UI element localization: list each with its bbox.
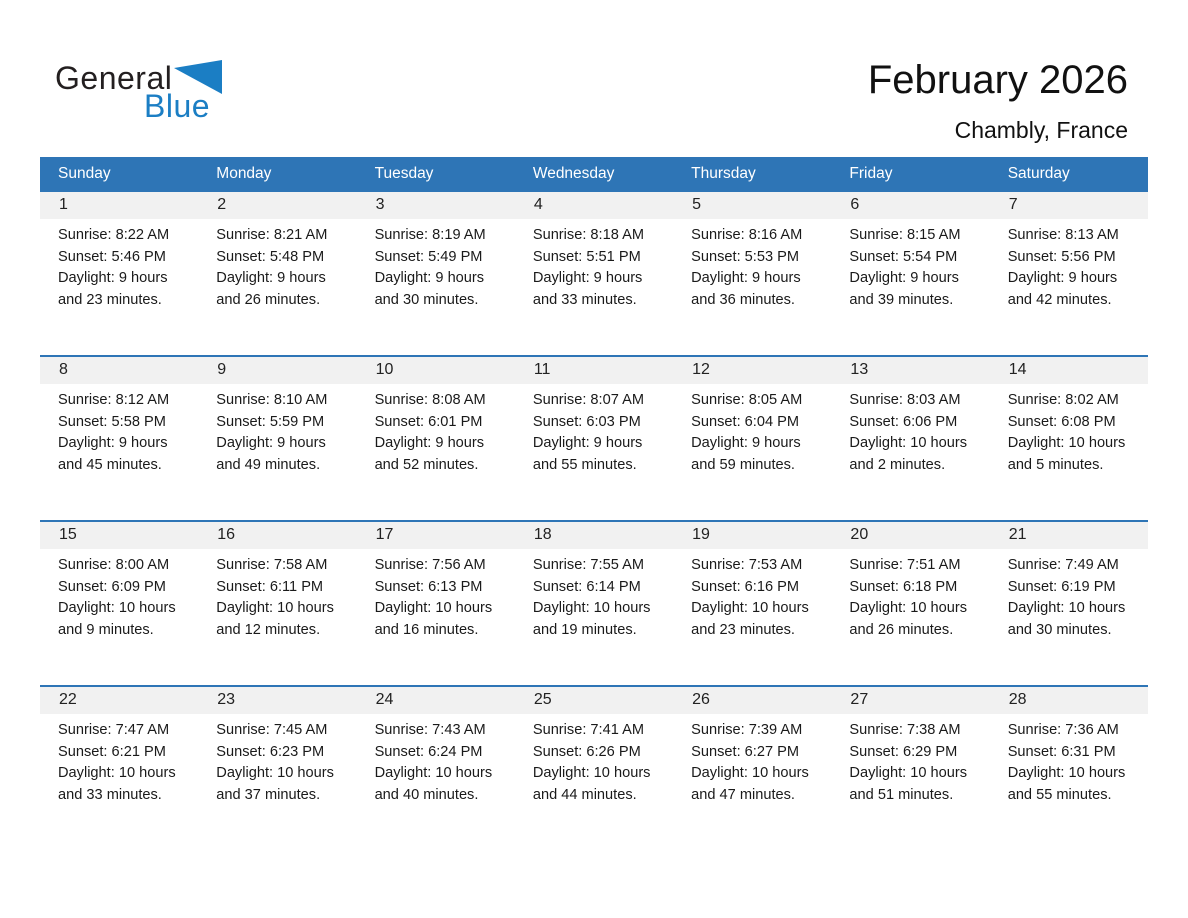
sunset-text: Sunset: 6:09 PM [58, 578, 166, 595]
sunrise-text: Sunrise: 8:13 AM [1007, 227, 1119, 243]
daylight-text-line1: Daylight: 9 hours [374, 270, 485, 287]
calendar-day-cell [357, 357, 515, 520]
daylight-text-line1: Daylight: 10 hours [849, 435, 968, 452]
daylight-text-line2: and 30 minutes. [1007, 622, 1112, 639]
day-number: 9 [198, 357, 356, 384]
daylight-text-line1: Daylight: 10 hours [1007, 765, 1126, 782]
day-details [673, 384, 831, 477]
calendar-day-cell [198, 357, 356, 520]
daylight-text-line2: and 33 minutes. [58, 787, 162, 804]
day-details [357, 384, 515, 477]
daylight-text-line1: Daylight: 9 hours [1007, 270, 1118, 287]
sunset-text: Sunset: 6:08 PM [1007, 413, 1116, 430]
sunset-text: Sunset: 6:19 PM [1007, 578, 1116, 595]
daylight-text-line1: Daylight: 10 hours [532, 600, 651, 617]
day-number: 8 [40, 357, 198, 384]
day-number: 22 [40, 687, 198, 714]
sunset-text: Sunset: 5:54 PM [849, 248, 958, 265]
day-number: 18 [515, 522, 673, 549]
calendar-day-cell [40, 357, 198, 520]
sunset-text: Sunset: 6:23 PM [216, 743, 325, 760]
sunrise-text: Sunrise: 7:49 AM [1007, 557, 1119, 573]
daylight-text-line1: Daylight: 10 hours [691, 600, 809, 617]
day-number: 15 [40, 522, 198, 549]
daylight-text-line2: and 55 minutes. [532, 457, 637, 474]
daylight-text-line2: and 5 minutes. [1007, 457, 1104, 474]
day-details [40, 549, 198, 642]
day-details [357, 219, 515, 312]
sunrise-text: Sunrise: 8:19 AM [374, 227, 486, 243]
daylight-text-line1: Daylight: 10 hours [849, 600, 968, 617]
sunset-text: Sunset: 5:51 PM [532, 248, 641, 265]
sunrise-text: Sunrise: 7:55 AM [532, 557, 644, 573]
calendar-day-cell [673, 522, 831, 685]
daylight-text-line2: and 19 minutes. [532, 622, 637, 639]
daylight-text-line2: and 51 minutes. [849, 787, 954, 804]
day-number: 26 [673, 687, 831, 714]
sunset-text: Sunset: 6:31 PM [1007, 743, 1116, 760]
sunset-text: Sunset: 6:21 PM [58, 743, 166, 760]
daylight-text-line2: and 40 minutes. [374, 787, 479, 804]
sunrise-text: Sunrise: 7:36 AM [1007, 722, 1119, 738]
daylight-text-line1: Daylight: 9 hours [58, 270, 168, 287]
calendar-day-cell [673, 357, 831, 520]
sunset-text: Sunset: 6:16 PM [691, 578, 800, 595]
daylight-text-line1: Daylight: 10 hours [216, 600, 334, 617]
day-details [990, 714, 1148, 807]
sunrise-text: Sunrise: 8:03 AM [849, 392, 961, 408]
day-details [357, 549, 515, 642]
logo-text-blue: Blue [144, 88, 211, 124]
day-number: 11 [515, 357, 673, 384]
weekday-header: Monday [216, 165, 272, 182]
daylight-text-line2: and 33 minutes. [532, 292, 637, 309]
day-number: 28 [990, 687, 1148, 714]
sunset-text: Sunset: 5:48 PM [216, 248, 325, 265]
sunrise-text: Sunrise: 7:58 AM [216, 557, 328, 573]
day-number: 6 [831, 192, 989, 219]
calendar-day-cell [990, 357, 1148, 520]
calendar [40, 157, 1148, 850]
day-number: 14 [990, 357, 1148, 384]
daylight-text-line2: and 23 minutes. [58, 292, 162, 309]
calendar-week-row [40, 355, 1148, 520]
sunrise-text: Sunrise: 8:15 AM [849, 227, 961, 243]
daylight-text-line1: Daylight: 9 hours [532, 270, 643, 287]
sunrise-text: Sunrise: 7:41 AM [532, 722, 644, 738]
weekday-header-row [40, 157, 1148, 190]
day-details [831, 384, 989, 477]
sunrise-text: Sunrise: 8:02 AM [1007, 392, 1119, 408]
daylight-text-line1: Daylight: 10 hours [58, 600, 176, 617]
calendar-week-row [40, 190, 1148, 355]
daylight-text-line2: and 42 minutes. [1007, 292, 1112, 309]
daylight-text-line2: and 23 minutes. [691, 622, 795, 639]
daylight-text-line2: and 30 minutes. [374, 292, 479, 309]
calendar-day-cell [515, 522, 673, 685]
day-number: 5 [673, 192, 831, 219]
sunset-text: Sunset: 5:46 PM [58, 248, 166, 265]
day-details [831, 219, 989, 312]
daylight-text-line1: Daylight: 9 hours [216, 435, 326, 452]
day-number: 2 [198, 192, 356, 219]
day-details [515, 384, 673, 477]
weekday-header: Tuesday [374, 165, 434, 182]
calendar-day-cell [40, 522, 198, 685]
daylight-text-line2: and 52 minutes. [374, 457, 479, 474]
calendar-week-row [40, 520, 1148, 685]
daylight-text-line2: and 9 minutes. [58, 622, 154, 639]
day-details [990, 384, 1148, 477]
logo-text-general: General [55, 60, 173, 96]
daylight-text-line2: and 55 minutes. [1007, 787, 1112, 804]
sunset-text: Sunset: 6:13 PM [374, 578, 483, 595]
daylight-text-line2: and 26 minutes. [849, 622, 954, 639]
calendar-day-cell [357, 687, 515, 850]
calendar-day-cell [990, 522, 1148, 685]
sunset-text: Sunset: 6:26 PM [532, 743, 641, 760]
day-number: 23 [198, 687, 356, 714]
sunset-text: Sunset: 6:29 PM [849, 743, 958, 760]
weekday-header: Thursday [691, 165, 756, 182]
sunset-text: Sunset: 6:06 PM [849, 413, 958, 430]
sunset-text: Sunset: 5:53 PM [691, 248, 800, 265]
daylight-text-line1: Daylight: 10 hours [374, 600, 493, 617]
day-number: 27 [831, 687, 989, 714]
day-number: 7 [990, 192, 1148, 219]
sunset-text: Sunset: 6:04 PM [691, 413, 800, 430]
day-details [673, 549, 831, 642]
daylight-text-line1: Daylight: 9 hours [216, 270, 326, 287]
sunrise-text: Sunrise: 7:53 AM [691, 557, 803, 573]
daylight-text-line2: and 49 minutes. [216, 457, 321, 474]
day-details [40, 714, 198, 807]
calendar-day-cell [198, 192, 356, 355]
sunrise-text: Sunrise: 7:56 AM [374, 557, 486, 573]
day-number: 17 [357, 522, 515, 549]
sunset-text: Sunset: 6:27 PM [691, 743, 800, 760]
weekday-header: Saturday [1007, 165, 1070, 182]
day-details [357, 714, 515, 807]
sunset-text: Sunset: 5:49 PM [374, 248, 483, 265]
sunrise-text: Sunrise: 8:21 AM [216, 227, 328, 243]
day-details [198, 384, 356, 477]
day-details [198, 714, 356, 807]
calendar-day-cell [831, 522, 989, 685]
sunrise-text: Sunrise: 7:39 AM [691, 722, 803, 738]
daylight-text-line1: Daylight: 10 hours [532, 765, 651, 782]
calendar-day-cell [515, 687, 673, 850]
sunrise-text: Sunrise: 8:10 AM [216, 392, 328, 408]
sunset-text: Sunset: 6:01 PM [374, 413, 483, 430]
sunrise-text: Sunrise: 8:00 AM [58, 557, 170, 573]
day-details [515, 549, 673, 642]
day-number: 1 [40, 192, 198, 219]
day-details [515, 219, 673, 312]
sunrise-text: Sunrise: 7:43 AM [374, 722, 486, 738]
day-details [990, 219, 1148, 312]
calendar-day-cell [990, 687, 1148, 850]
daylight-text-line1: Daylight: 9 hours [532, 435, 643, 452]
sunrise-text: Sunrise: 8:22 AM [58, 227, 170, 243]
calendar-day-cell [198, 522, 356, 685]
day-details [990, 549, 1148, 642]
daylight-text-line1: Daylight: 10 hours [1007, 435, 1126, 452]
day-number: 10 [357, 357, 515, 384]
calendar-day-cell [673, 687, 831, 850]
daylight-text-line1: Daylight: 10 hours [849, 765, 968, 782]
daylight-text-line2: and 47 minutes. [691, 787, 795, 804]
sunset-text: Sunset: 6:24 PM [374, 743, 483, 760]
sunset-text: Sunset: 6:18 PM [849, 578, 958, 595]
sunset-text: Sunset: 6:03 PM [532, 413, 641, 430]
sunset-text: Sunset: 5:59 PM [216, 413, 325, 430]
page-title: February 2026 [867, 58, 1128, 102]
day-details [673, 714, 831, 807]
calendar-day-cell [198, 687, 356, 850]
sunrise-text: Sunrise: 7:45 AM [216, 722, 328, 738]
day-number: 21 [990, 522, 1148, 549]
daylight-text-line1: Daylight: 9 hours [691, 435, 801, 452]
calendar-day-cell [40, 192, 198, 355]
day-details [40, 384, 198, 477]
weekday-header: Sunday [58, 165, 111, 182]
sunset-text: Sunset: 6:11 PM [216, 578, 324, 595]
daylight-text-line2: and 59 minutes. [691, 457, 795, 474]
page-location: Chambly, France [954, 117, 1128, 143]
daylight-text-line2: and 37 minutes. [216, 787, 321, 804]
day-number: 25 [515, 687, 673, 714]
day-details [40, 219, 198, 312]
day-details [198, 549, 356, 642]
day-number: 24 [357, 687, 515, 714]
general-blue-logo [55, 60, 222, 124]
calendar-day-cell [990, 192, 1148, 355]
day-number: 13 [831, 357, 989, 384]
daylight-text-line2: and 39 minutes. [849, 292, 954, 309]
day-number: 12 [673, 357, 831, 384]
calendar-day-cell [40, 687, 198, 850]
daylight-text-line2: and 16 minutes. [374, 622, 479, 639]
day-details [831, 714, 989, 807]
calendar-day-cell [831, 357, 989, 520]
daylight-text-line2: and 44 minutes. [532, 787, 637, 804]
day-number: 20 [831, 522, 989, 549]
sunrise-text: Sunrise: 7:38 AM [849, 722, 961, 738]
sunrise-text: Sunrise: 7:51 AM [849, 557, 961, 573]
sunrise-text: Sunrise: 8:18 AM [532, 227, 644, 243]
calendar-day-cell [831, 687, 989, 850]
sunrise-text: Sunrise: 8:16 AM [691, 227, 803, 243]
daylight-text-line2: and 45 minutes. [58, 457, 162, 474]
calendar-day-cell [515, 357, 673, 520]
daylight-text-line1: Daylight: 10 hours [216, 765, 334, 782]
daylight-text-line1: Daylight: 10 hours [1007, 600, 1126, 617]
calendar-day-cell [515, 192, 673, 355]
weekday-header: Wednesday [532, 165, 615, 182]
day-number: 19 [673, 522, 831, 549]
daylight-text-line1: Daylight: 10 hours [374, 765, 493, 782]
sunset-text: Sunset: 6:14 PM [532, 578, 641, 595]
daylight-text-line2: and 12 minutes. [216, 622, 321, 639]
calendar-day-cell [831, 192, 989, 355]
daylight-text-line1: Daylight: 9 hours [58, 435, 168, 452]
sunrise-text: Sunrise: 8:12 AM [58, 392, 170, 408]
sunrise-text: Sunrise: 7:47 AM [58, 722, 170, 738]
calendar-day-cell [357, 522, 515, 685]
daylight-text-line2: and 36 minutes. [691, 292, 795, 309]
day-number: 4 [515, 192, 673, 219]
day-number: 3 [357, 192, 515, 219]
daylight-text-line1: Daylight: 10 hours [58, 765, 176, 782]
calendar-day-cell [357, 192, 515, 355]
sunrise-text: Sunrise: 8:08 AM [374, 392, 486, 408]
day-details [198, 219, 356, 312]
day-number: 16 [198, 522, 356, 549]
daylight-text-line1: Daylight: 9 hours [374, 435, 485, 452]
daylight-text-line2: and 2 minutes. [849, 457, 946, 474]
sunrise-text: Sunrise: 8:07 AM [532, 392, 644, 408]
daylight-text-line1: Daylight: 9 hours [849, 270, 959, 287]
day-details [831, 549, 989, 642]
sunrise-text: Sunrise: 8:05 AM [691, 392, 803, 408]
daylight-text-line1: Daylight: 10 hours [691, 765, 809, 782]
sunset-text: Sunset: 5:56 PM [1007, 248, 1116, 265]
daylight-text-line1: Daylight: 9 hours [691, 270, 801, 287]
calendar-week-row [40, 685, 1148, 850]
sunset-text: Sunset: 5:58 PM [58, 413, 166, 430]
day-details [515, 714, 673, 807]
weekday-header: Friday [849, 165, 893, 182]
calendar-day-cell [673, 192, 831, 355]
daylight-text-line2: and 26 minutes. [216, 292, 321, 309]
day-details [673, 219, 831, 312]
